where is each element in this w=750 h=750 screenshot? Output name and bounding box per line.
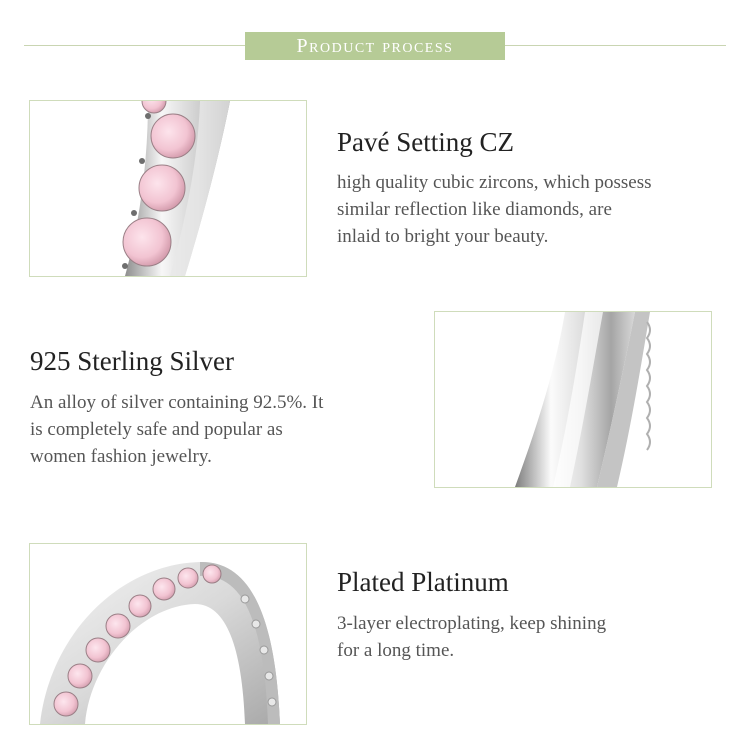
feature-desc-line: similar reflection like diamonds, are <box>337 199 612 220</box>
header-divider-left <box>24 45 245 46</box>
feature-desc-line: inlaid to bright your beauty. <box>337 226 549 247</box>
feature-desc-line: high quality cubic zircons, which possess <box>337 172 652 193</box>
header-divider-right <box>505 45 726 46</box>
feature-desc-pave <box>337 169 652 250</box>
feature-desc-line: An alloy of silver containing 92.5%. It <box>30 392 324 413</box>
feature-desc-line: women fashion jewelry. <box>30 446 212 467</box>
ring-full-view-image <box>30 544 306 724</box>
plated-platinum-photo <box>29 543 307 725</box>
feature-title-pave: Pavé Setting CZ <box>337 127 514 157</box>
feature-title-silver: 925 Sterling Silver <box>30 346 234 376</box>
feature-desc-line: is completely safe and popular as <box>30 419 283 440</box>
section-header-banner <box>245 32 505 60</box>
ring-band-side-image <box>435 312 711 487</box>
section-header-title: Product process <box>296 34 454 57</box>
feature-desc-platinum <box>337 610 606 664</box>
sterling-silver-photo <box>434 311 712 488</box>
feature-desc-line: 3-layer electroplating, keep shining <box>337 613 607 634</box>
ring-closeup-pave-image <box>30 101 306 276</box>
pave-setting-photo <box>29 100 307 277</box>
feature-title-platinum: Plated Platinum <box>337 567 509 597</box>
feature-desc-silver <box>30 389 323 470</box>
feature-desc-line: for a long time. <box>337 640 455 661</box>
